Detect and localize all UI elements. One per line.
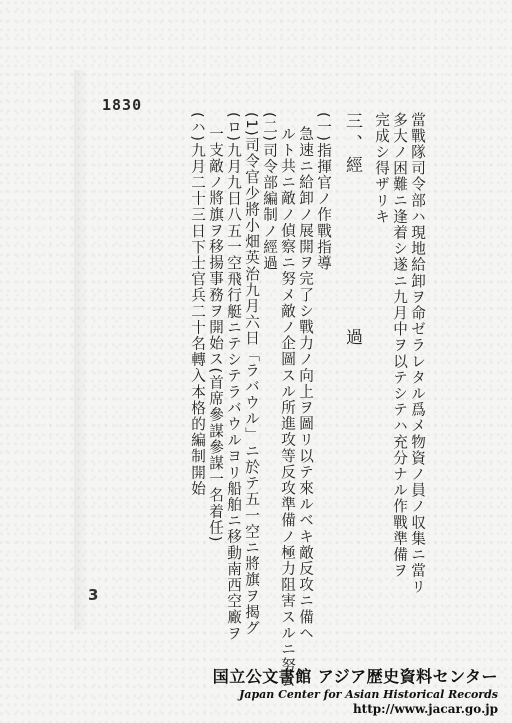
corner-mark: 3 [88, 586, 99, 604]
text-column-7: ルト共ニ敵ノ偵察ニ努メ敵ノ企圖スル所進攻等反攻準備ノ極力阻害スルニ努ム [279, 126, 296, 690]
text-column-3: 完成シ得ザリキ [373, 112, 390, 225]
binding-shadow [74, 70, 88, 630]
page-number: 1830 [102, 96, 143, 114]
section-heading [332, 112, 372, 632]
archive-english-name: Japan Center for Asian Historical Records [239, 688, 498, 701]
text-column-6: 急速ニ給卸ノ展開ヲ完了シ戰力ノ向上ヲ圖リ以テ來ルベキ敵反攻ニ備ヘ [297, 126, 314, 642]
text-column-2: 多大ノ困難ニ逢着シ遂ニ九月中ヲ以テシテハ充分ナル作戰準備ヲ [391, 112, 408, 579]
text-column-8: (二)司令部編制ノ經過 [261, 112, 278, 272]
archive-name: 国立公文書館 アジア歴史資料センター [212, 667, 498, 686]
section-heading-part1: 三、經 [342, 112, 362, 178]
text-column-12: (ハ)九月二十三日下士官兵二十名轉入本格的編制開始 [189, 112, 206, 497]
text-column-5: (一)指揮官ノ作戰指導 [315, 112, 332, 272]
text-column-1: 當戰隊司令部ハ現地給卸ヲ命ゼラレタル爲メ物資ノ員ノ収集ニ當リ [409, 112, 426, 595]
section-heading-part2: 過 [342, 328, 362, 350]
text-column-10: (ロ)九月九日八五一空飛行艇ニテシテラバウルヨリ船舶ニ移動南西空廠ヲ [225, 112, 242, 642]
archive-footer [178, 664, 498, 716]
text-column-11: 一支敵ノ將旗ヲ移揚事務ヲ開始ス(首席參謀參謀一名着任) [207, 126, 224, 543]
archive-url: http://www.jacar.go.jp [352, 702, 498, 716]
text-column-9: (1)司令官少將小畑英治九月六日「ラバウル」ニ於テ五一空ニ將旗ヲ揭グ [243, 112, 260, 637]
